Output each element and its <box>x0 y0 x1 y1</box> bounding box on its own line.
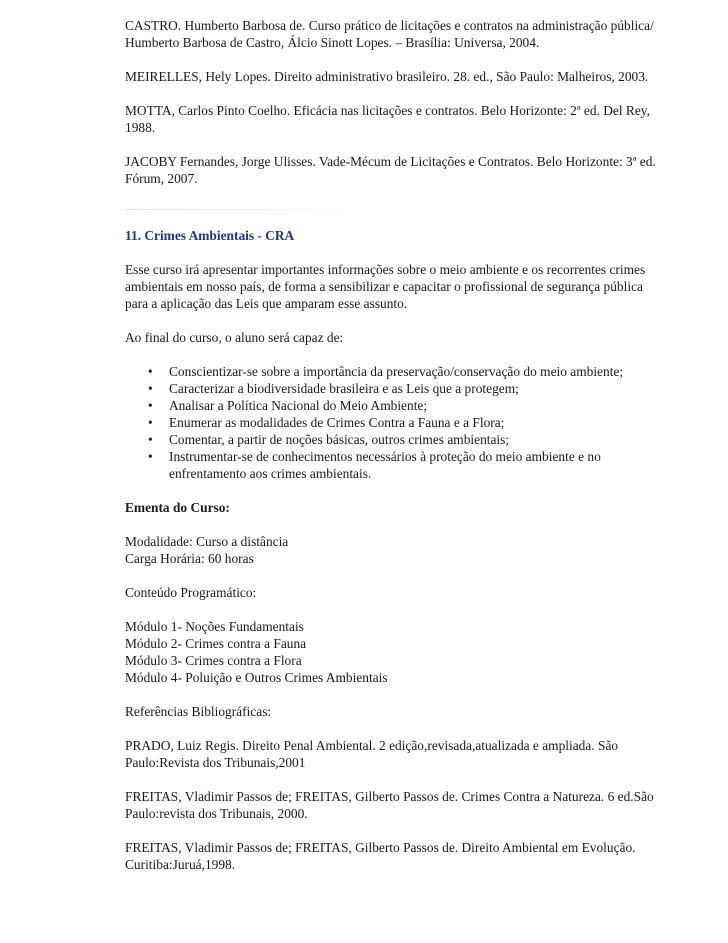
objectives-lead: Ao final do curso, o aluno será capaz de: <box>125 330 344 345</box>
bullet-icon: • <box>148 432 153 447</box>
objective-text: Conscientizar-se sobre a importância da preservação/conservação do meio ambiente; <box>169 364 624 379</box>
list-item <box>148 363 658 380</box>
bullet-icon: • <box>148 449 153 464</box>
reference-castro: CASTRO. Humberto Barbosa de. Curso prático de licitações e contratos na administração pública/ Humberto Barbosa de Castro, Álcio Sinott Lopes. – Brasília: Universa, 2004. <box>125 18 654 50</box>
reference-prado: PRADO, Luiz Regis. Direito Penal Ambiental. 2 edição,revisada,atualizada e ampliada. São Paulo:Revista dos Tribunais,2001 <box>125 738 619 770</box>
module-item: Módulo 1- Noções Fundamentais <box>125 619 304 634</box>
conteudo-title: Conteúdo Programático: <box>125 585 257 600</box>
section-intro: Esse curso irá apresentar importantes informações sobre o meio ambiente e os recorrentes crimes ambientais em nosso país, de forma a sensibilizar e capacitar o profissional de segurança pública para a aplicação das Leis que amparam esse assunto. <box>125 262 646 311</box>
course-info <box>125 533 658 567</box>
bullet-icon: • <box>148 364 153 379</box>
list-item <box>148 380 658 397</box>
list-item <box>148 448 658 482</box>
list-item <box>148 397 658 414</box>
ementa-title: Ementa do Curso: <box>125 500 230 515</box>
carga-horaria: Carga Horária: 60 horas <box>125 551 254 566</box>
modules-list <box>125 618 658 686</box>
module-item: Módulo 4- Poluição e Outros Crimes Ambientais <box>125 670 388 685</box>
section-divider <box>125 209 365 210</box>
references-title: Referências Bibliográficas: <box>125 704 272 719</box>
bullet-icon: • <box>148 398 153 413</box>
reference-freitas-direito: FREITAS, Vladimir Passos de; FREITAS, Gilberto Passos de. Direito Ambiental em Evolução. Curitiba:Juruá,1998. <box>125 840 636 872</box>
objective-text: Instrumentar-se de conhecimentos necessários à proteção do meio ambiente e no enfrentamento aos crimes ambientais. <box>169 449 601 481</box>
reference-motta: MOTTA, Carlos Pinto Coelho. Eficácia nas licitações e contratos. Belo Horizonte: 2ª ed. Del Rey, 1988. <box>125 103 650 135</box>
references-top <box>125 17 658 187</box>
objective-text: Caracterizar a biodiversidade brasileira e as Leis que a protegem; <box>169 381 519 396</box>
modalidade: Modalidade: Curso a distância <box>125 534 289 549</box>
bullet-icon: • <box>148 381 153 396</box>
list-item <box>148 414 658 431</box>
module-item: Módulo 3- Crimes contra a Flora <box>125 653 302 668</box>
list-item <box>148 431 658 448</box>
objective-text: Enumerar as modalidades de Crimes Contra a Fauna e a Flora; <box>169 415 505 430</box>
reference-meirelles: MEIRELLES, Hely Lopes. Direito administrativo brasileiro. 28. ed., São Paulo: Malheiros, 2003. <box>125 69 649 84</box>
reference-jacoby: JACOBY Fernandes, Jorge Ulisses. Vade-Mécum de Licitações e Contratos. Belo Horizonte: 3ª ed. Fórum, 2007. <box>125 154 656 186</box>
bullet-icon: • <box>148 415 153 430</box>
objectives-list <box>125 363 658 482</box>
objective-text: Analisar a Política Nacional do Meio Ambiente; <box>169 398 428 413</box>
section-title: 11. Crimes Ambientais - CRA <box>125 228 295 243</box>
objective-text: Comentar, a partir de noções básicas, outros crimes ambientais; <box>169 432 510 447</box>
reference-freitas-crimes: FREITAS, Vladimir Passos de; FREITAS, Gilberto Passos de. Crimes Contra a Natureza. 6 ed.São Paulo:revista dos Tribunais, 2000. <box>125 789 654 821</box>
module-item: Módulo 2- Crimes contra a Fauna <box>125 636 307 651</box>
